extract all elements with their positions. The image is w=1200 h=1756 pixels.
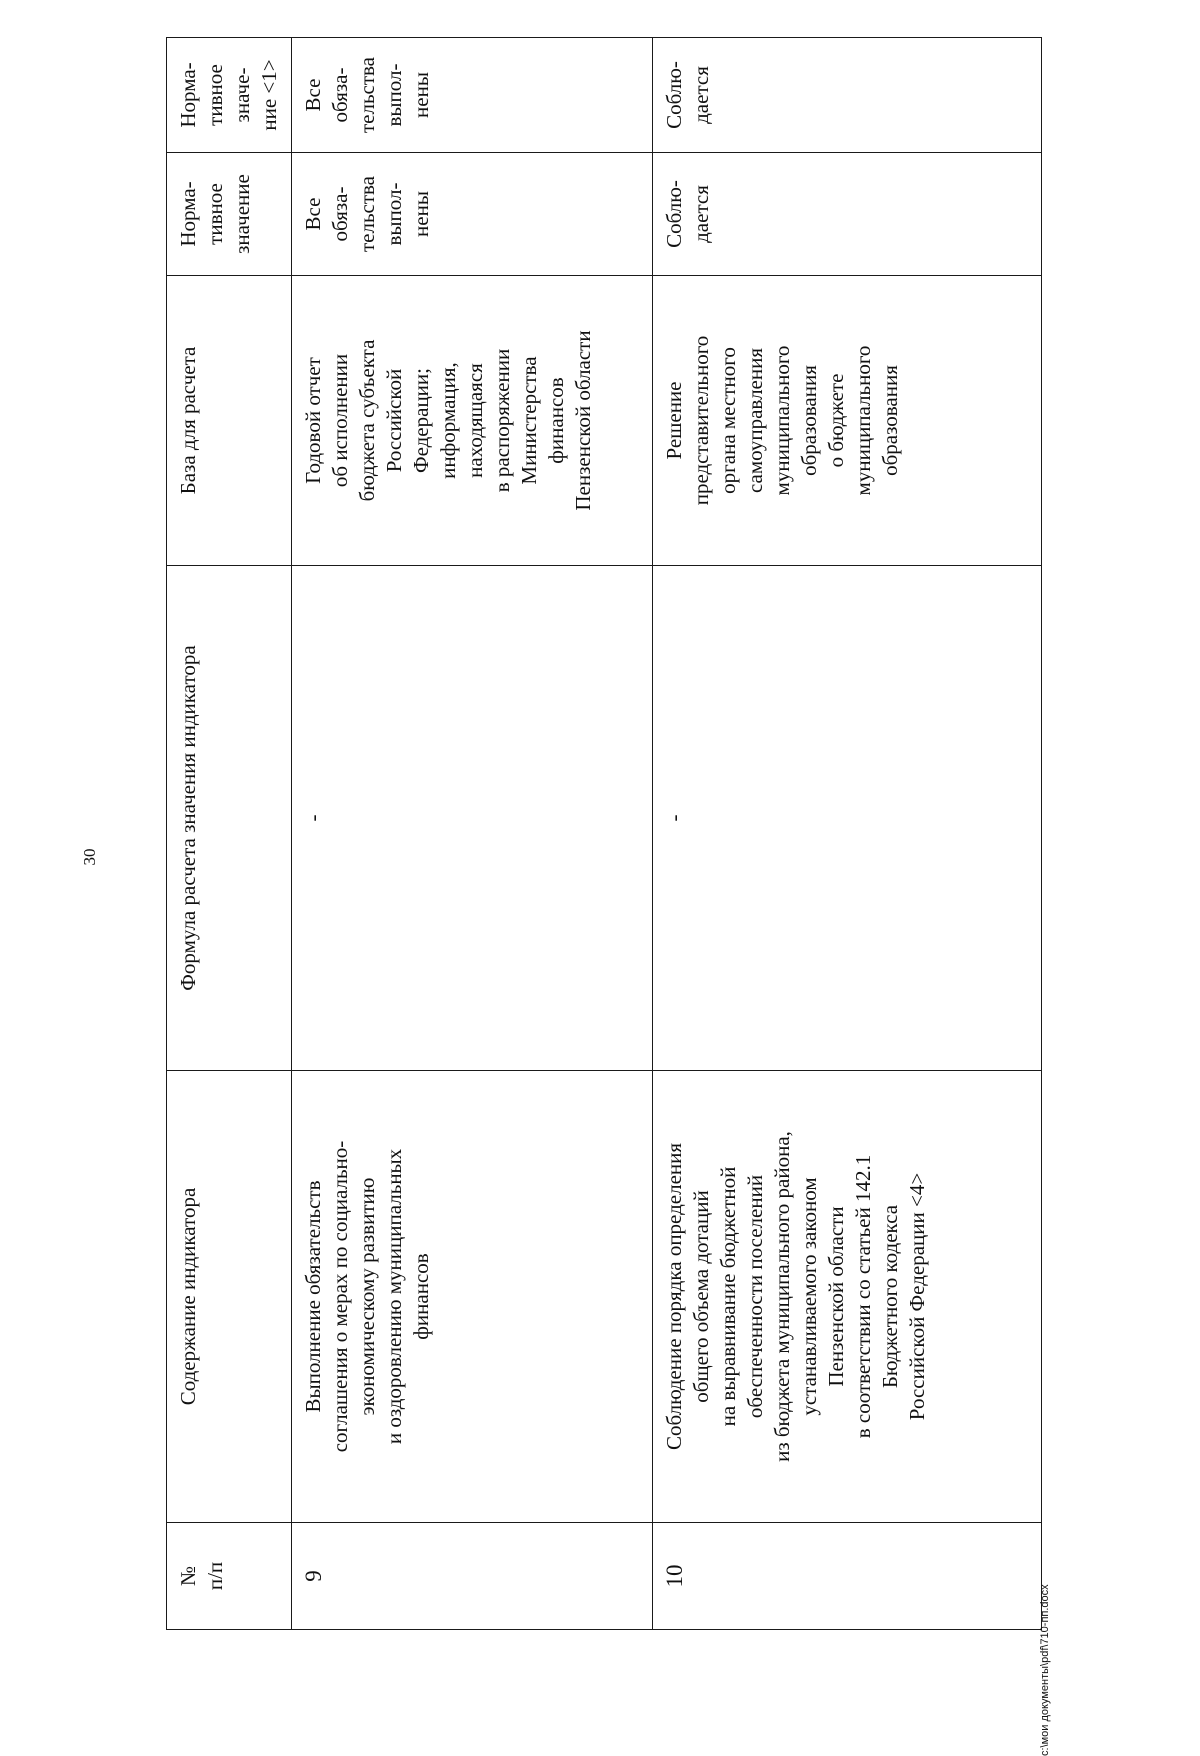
indicator-content: Соблюдение порядка определения общего объема дотаций на выравнивание бюджетной обеспеченности поселений из бюджета муниципального района, устанавливаемого законом Пензенской области в соответствии со статьей 142.1 Бюджетного кодекса Российской Федерации <4> xyxy=(653,1071,1042,1523)
page-number: 30 xyxy=(80,848,99,866)
indicator-table-rotated xyxy=(166,38,1026,1630)
normative-value-ref: Все обяза- тельства выпол- нены xyxy=(292,38,653,153)
calculation-base: Годовой отчет об исполнении бюджета субъекта Российской Федерации; информация, находящаяся в распоряжении Министерства финансов Пензенской области xyxy=(292,276,653,566)
file-path-footer: c:\мои документы\pdf\710-пп.docx xyxy=(1039,1584,1051,1756)
indicator-content: Выполнение обязательств соглашения о мерах по социально- экономическому развитию и оздоровлению муниципальных финансов xyxy=(292,1071,653,1523)
indicator-formula: - xyxy=(292,566,653,1071)
row-number: 9 xyxy=(292,1523,653,1630)
table-header-row xyxy=(167,38,292,1630)
normative-value: Все обяза- тельства выпол- нены xyxy=(292,153,653,276)
table-row xyxy=(653,38,1042,1630)
normative-value-ref: Соблю- дается xyxy=(653,38,1042,153)
header-norm: Норма- тивное значение xyxy=(167,153,292,276)
header-norm-ref: Норма- тивное значе- ние <1> xyxy=(167,38,292,153)
indicator-table-container xyxy=(166,38,1026,1630)
normative-value: Соблю- дается xyxy=(653,153,1042,276)
table-row xyxy=(292,38,653,1630)
row-number: 10 xyxy=(653,1523,1042,1630)
header-number: № п/п xyxy=(167,1523,292,1630)
indicator-table xyxy=(166,37,1042,1630)
header-formula: Формула расчета значения индикатора xyxy=(167,566,292,1071)
header-content: Содержание индикатора xyxy=(167,1071,292,1523)
header-base: База для расчета xyxy=(167,276,292,566)
indicator-formula: - xyxy=(653,566,1042,1071)
calculation-base: Решение представительного органа местного самоуправления муниципального образования о бюджете муниципального образования xyxy=(653,276,1042,566)
